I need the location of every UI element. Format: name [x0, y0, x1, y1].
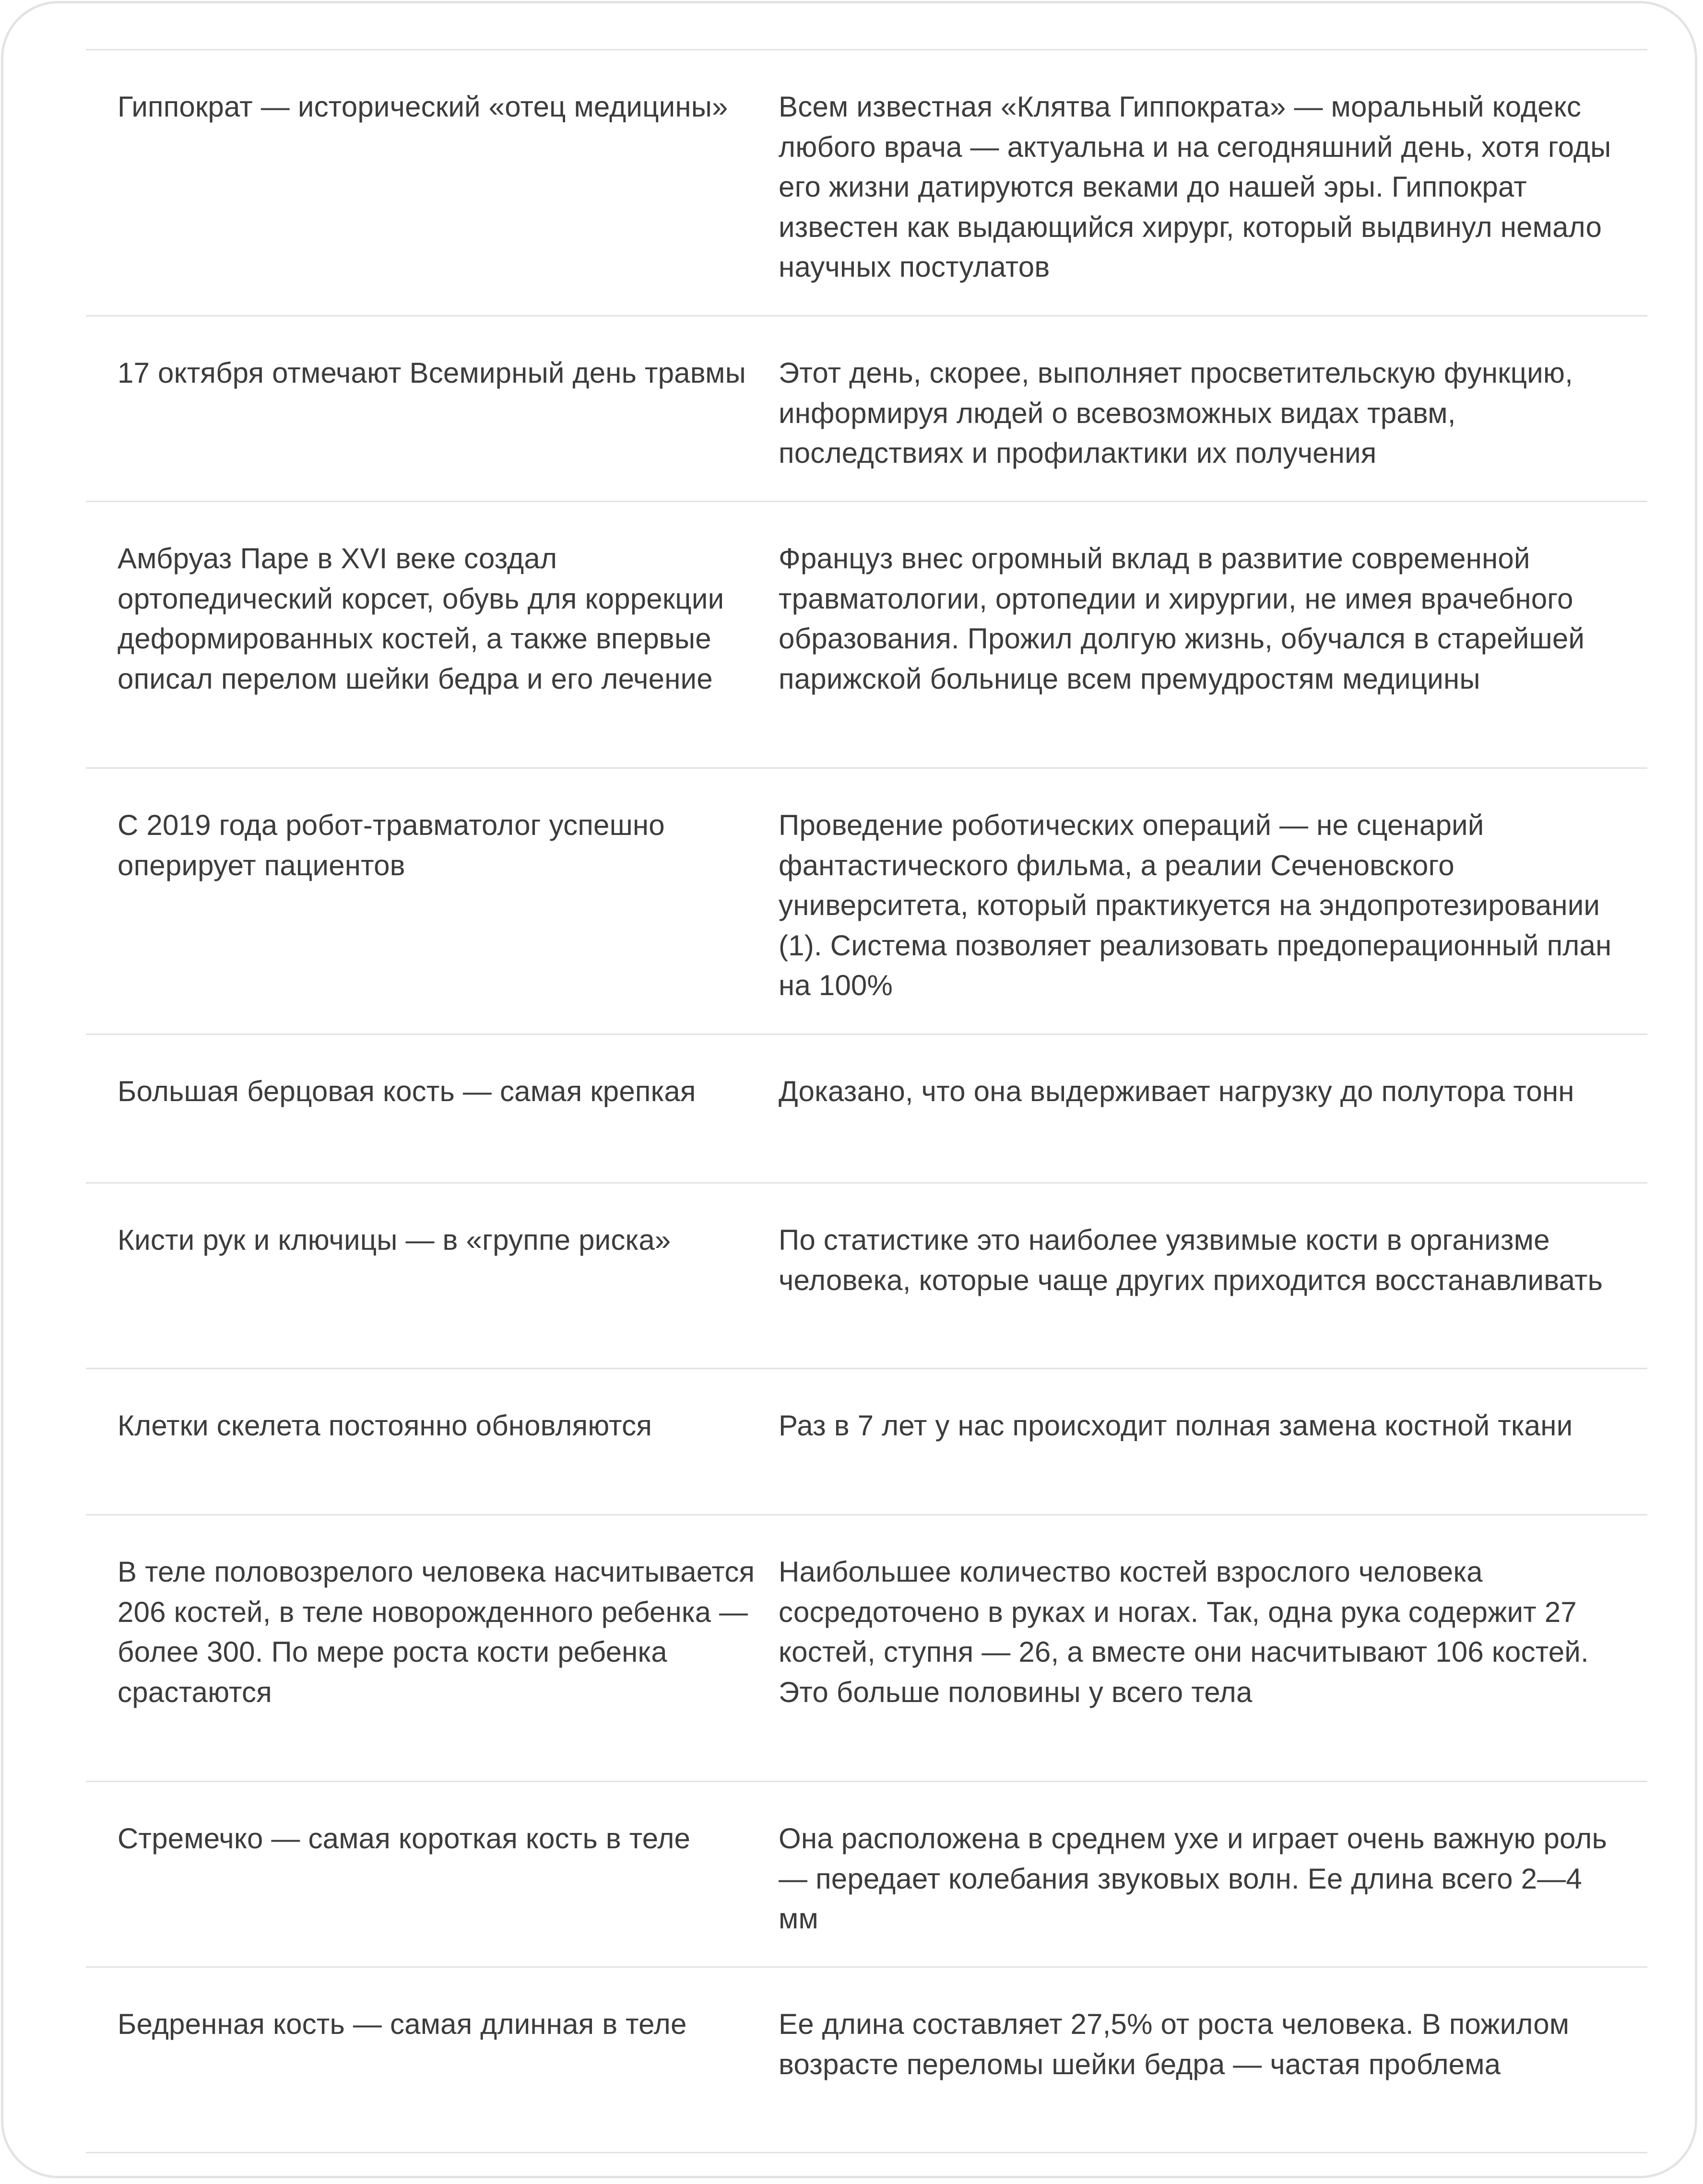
- description-cell: Она расположена в среднем ухе и играет очень важную роль — передает колебания звуковых волн. Ее длина всего 2—4 мм: [779, 1822, 1607, 1935]
- description-cell: Проведение роботических операций — не сценарий фантастического фильма, а реалии Сеченовского университета, который практикуется на эндопротезировании (1). Система позволяет реализовать предоперационный план на 100%: [779, 809, 1612, 1001]
- fact-cell: Клетки скелета постоянно обновляются: [118, 1409, 652, 1442]
- facts-table: [86, 49, 1647, 2153]
- fact-cell: Гиппократ — исторический «отец медицины»: [118, 91, 728, 123]
- fact-cell: Стремечко — самая короткая кость в теле: [118, 1822, 691, 1855]
- table-row: [86, 1782, 1647, 1968]
- table-row: [86, 502, 1647, 769]
- facts-card: [1, 1, 1697, 2178]
- description-cell: Всем известная «Клятва Гиппократа» — моральный кодекс любого врача — актуальна и на сегодняшний день, хотя годы его жизни датируются веками до нашей эры. Гиппократ известен как выдающийся хирург, который выдвинул немало научных постулатов: [779, 91, 1611, 283]
- table-row: [86, 1184, 1647, 1369]
- table-row: [86, 317, 1647, 502]
- description-cell: Француз внес огромный вклад в развитие современной травматологии, ортопедии и хирургии, не имея врачебного образования. Прожил долгую жизнь, обучался в старейшей парижской больнице всем премудростям медицины: [779, 542, 1585, 695]
- description-cell: По статистике это наиболее уязвимые кости в организме человека, которые чаще других приходится восстанавливать: [779, 1224, 1603, 1296]
- table-row: [86, 1968, 1647, 2153]
- table-row: [86, 1035, 1647, 1184]
- fact-cell: Амбруаз Паре в XVI веке создал ортопедический корсет, обувь для коррекции деформированных костей, а также впервые описал перелом шейки бедра и его лечение: [118, 542, 724, 695]
- description-cell: Ее длина составляет 27,5% от роста человека. В пожилом возрасте переломы шейки бедра — частая проблема: [779, 2008, 1570, 2080]
- fact-cell: Бедренная кость — самая длинная в теле: [118, 2008, 687, 2040]
- fact-cell: С 2019 года робот-травматолог успешно оперирует пациентов: [118, 809, 665, 881]
- description-cell: Раз в 7 лет у нас происходит полная замена костной ткани: [779, 1409, 1573, 1442]
- table-row: [86, 1515, 1647, 1782]
- table-row: [86, 50, 1647, 317]
- fact-cell: Большая берцовая кость — самая крепкая: [118, 1075, 696, 1107]
- description-cell: Этот день, скорее, выполняет просветительскую функцию, информируя людей о всевозможных видах травм, последствиях и профилактики их получения: [779, 357, 1573, 469]
- table-row: [86, 769, 1647, 1035]
- fact-cell: В теле половозрелого человека насчитывается 206 костей, в теле новорожденного ребенка — более 300. По мере роста кости ребенка срастаются: [118, 1556, 755, 1708]
- fact-cell: Кисти рук и ключицы — в «группе риска»: [118, 1224, 671, 1256]
- description-cell: Наибольшее количество костей взрослого человека сосредоточено в руках и ногах. Так, одна рука содержит 27 костей, ступня — 26, а вместе они насчитывают 106 костей. Это больше половины у всего тела: [779, 1556, 1589, 1708]
- table-row: [86, 1369, 1647, 1515]
- description-cell: Доказано, что она выдерживает нагрузку до полутора тонн: [779, 1075, 1574, 1107]
- fact-cell: 17 октября отмечают Всемирный день травмы: [118, 357, 746, 389]
